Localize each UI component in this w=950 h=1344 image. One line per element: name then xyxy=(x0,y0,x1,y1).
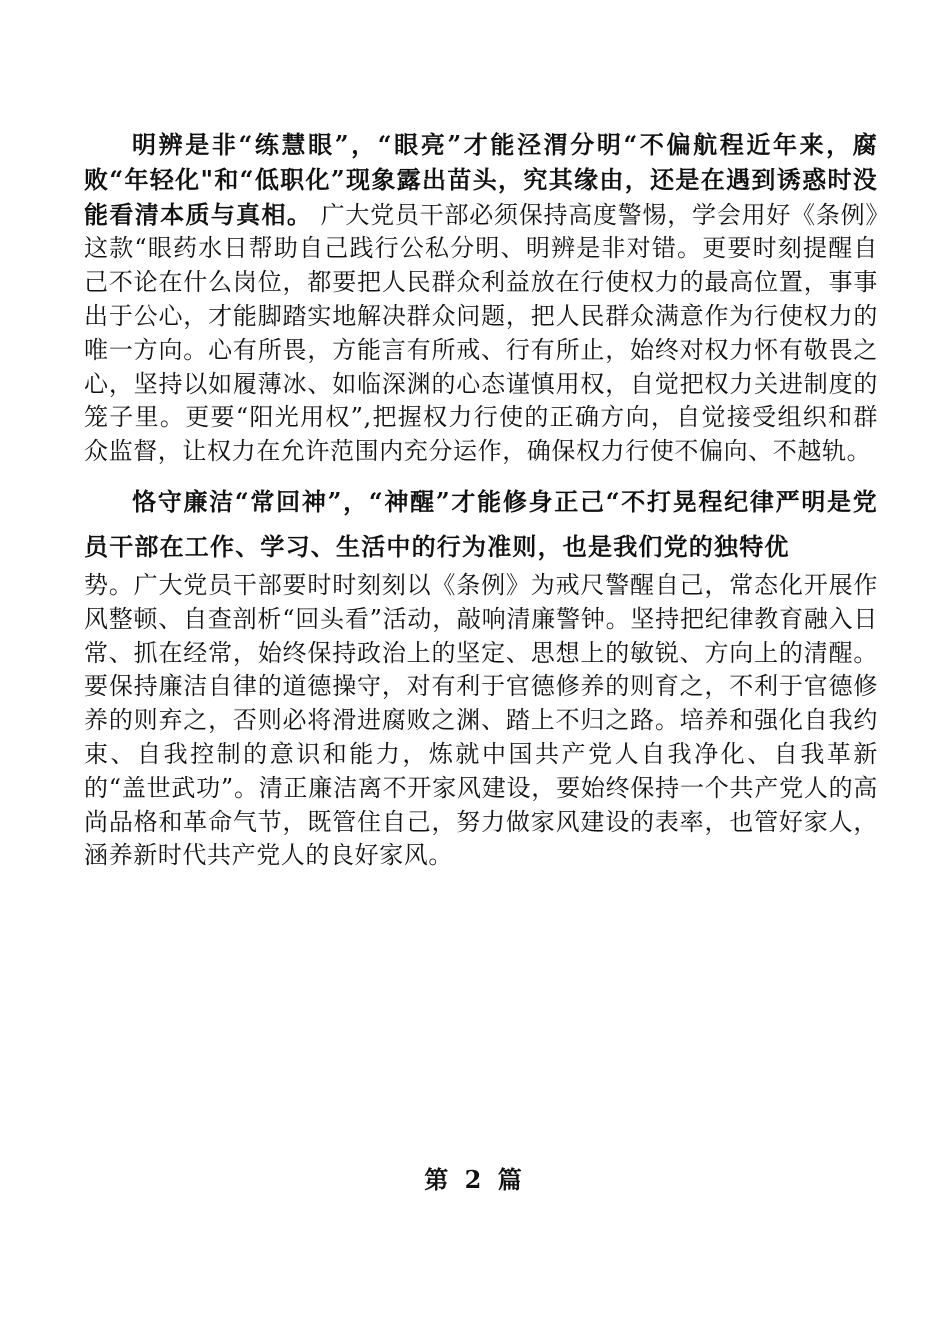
paragraph-2 xyxy=(84,479,878,873)
paragraph-2-body: 势。广大党员干部要时时刻刻以《条例》为戒尺警醒自己，常态化开展作风整顿、自查剖析“回头看”活动，敲响清廉警钟。坚持把纪律教育融入日常、抓在经常，始终保持政治上的坚定、思想上的敏锐、方向上的清醒。要保持廉洁自律的道德操守，对有利于官德修养的则育之，不利于官德修养的则弃之，否则必将滑进腐败之渊、踏上不归之路。培养和强化自我约束、自我控制的意识和能力，炼就中国共产党人自我净化、自我革新的“盖世武功”。清正廉洁离不开家风建设，要始终保持一个共产党人的高尚品格和革命气节，既管住自己，努力做家风建设的表率，也管好家人，涵养新时代共产党人的良好家风。 xyxy=(84,570,878,870)
paragraph-1-body: 广大党员干部必须保持高度警惕，学会用好《条例》这款“眼药水日帮助自己践行公私分明、明辨是非对错。更要时刻提醒自己不论在什么岗位，都要把人民群众利益放在行使权力的最高位置，事事出于公心，才能脚踏实地解决群众问题，把人民群众满意作为行使权力的唯一方向。心有所畏，方能言有所戒、行有所止，始终对权力怀有敬畏之心，坚持以如履薄冰、如临深渊的心态谨慎用权，自觉把权力关进制度的笼子里。更要“阳光用权”,把握权力行使的正确方向，自觉接受组织和群众监督，让权力在允许范围内充分运作，确保权力行使不偏向、不越轨。 xyxy=(84,200,878,466)
paragraph-1-lead: 明辨是非“练慧眼”，“眼亮”才能泾渭分明“不偏航程近年来，腐败“年轻化"和“低职化”现象露出苗头，究其缘由，还是在遇到诱惑时没能看清本质与真相。 xyxy=(84,130,878,229)
paragraph-1 xyxy=(84,128,878,469)
paragraph-2-lead: 恪守廉洁“常回神”，“神醒”才能修身正己“不打晃程纪律严明是党员干部在工作、学习、生活中的行为准则，也是我们党的独特优 xyxy=(84,486,878,561)
document-body xyxy=(84,128,878,873)
section-heading: 第 2 篇 xyxy=(424,1165,526,1194)
